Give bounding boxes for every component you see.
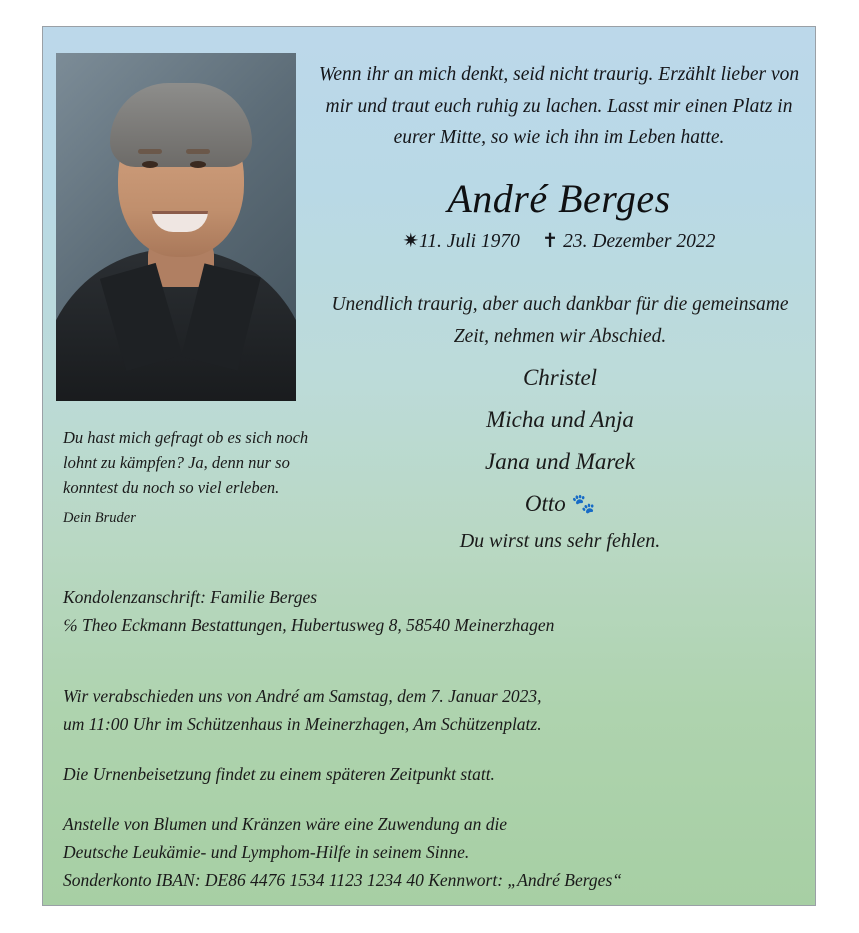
mourner-name: Otto bbox=[524, 490, 566, 516]
memorial-verse: Wenn ihr an mich denkt, seid nicht traurig. Erzählt lieber von mir und traut euch ruhig zu lachen. Lasst mir einen Platz in eurer Mitte, so wie ich ihn im Leben hatte. bbox=[318, 64, 800, 149]
paw-icon: 🐾 bbox=[571, 493, 596, 515]
donation-line-1: Anstelle von Blumen und Kränzen wäre eine Zuwendung an die bbox=[63, 814, 508, 834]
donation-line-2: Deutsche Leukämie- und Lymphom-Hilfe in seinem Sinne. bbox=[63, 842, 470, 862]
life-dates bbox=[313, 229, 805, 253]
cross-symbol-icon: ✝ bbox=[541, 231, 559, 252]
portrait-brow-right bbox=[186, 149, 210, 154]
mourners-list bbox=[323, 357, 797, 524]
list-item bbox=[323, 483, 797, 525]
service-line-2: um 11:00 Uhr im Schützenhaus in Meinerzhagen, Am Schützenplatz. bbox=[63, 714, 542, 734]
brother-note bbox=[63, 425, 315, 529]
death-date: 23. Dezember 2022 bbox=[563, 231, 716, 252]
portrait-hair bbox=[110, 83, 252, 167]
service-info bbox=[63, 682, 793, 738]
portrait-brow-left bbox=[138, 149, 162, 154]
funeral-details bbox=[63, 682, 793, 894]
portrait-photo bbox=[56, 53, 296, 401]
donation-info bbox=[63, 810, 793, 894]
birth-date: 11. Juli 1970 bbox=[419, 231, 520, 252]
list-item: Jana und Marek bbox=[485, 448, 635, 474]
brother-signature: Dein Bruder bbox=[63, 510, 136, 527]
list-item: Christel bbox=[522, 365, 598, 390]
closing-line: Du wirst uns sehr fehlen. bbox=[459, 530, 661, 552]
brother-note-text: Du hast mich gefragt ob es sich noch lohnt zu kämpfen? Ja, denn nur so konntest du noch so viel erleben. bbox=[63, 428, 309, 498]
deceased-name: André Berges bbox=[447, 176, 671, 221]
condolence-line-1: Kondolenzanschrift: Familie Berges bbox=[63, 587, 318, 607]
birth-symbol-icon: ✷ bbox=[402, 231, 419, 252]
donation-iban: Sonderkonto IBAN: DE86 4476 1534 1123 1234 40 Kennwort: „André Berges“ bbox=[63, 870, 622, 890]
portrait-eye-right bbox=[190, 161, 206, 168]
condolence-line-2: ℅ Theo Eckmann Bestattungen, Hubertusweg 8, 58540 Meinerzhagen bbox=[63, 615, 555, 636]
obituary-card bbox=[42, 26, 816, 906]
portrait-eye-left bbox=[142, 161, 158, 168]
list-item: Micha und Anja bbox=[486, 406, 634, 432]
farewell-text: Unendlich traurig, aber auch dankbar für die gemeinsame Zeit, nehmen wir Abschied. bbox=[331, 294, 789, 347]
condolence-address bbox=[63, 583, 793, 640]
urn-note: Die Urnenbeisetzung findet zu einem späteren Zeitpunkt statt. bbox=[63, 764, 495, 784]
service-line-1: Wir verabschieden uns von André am Samstag, dem 7. Januar 2023, bbox=[63, 686, 542, 706]
